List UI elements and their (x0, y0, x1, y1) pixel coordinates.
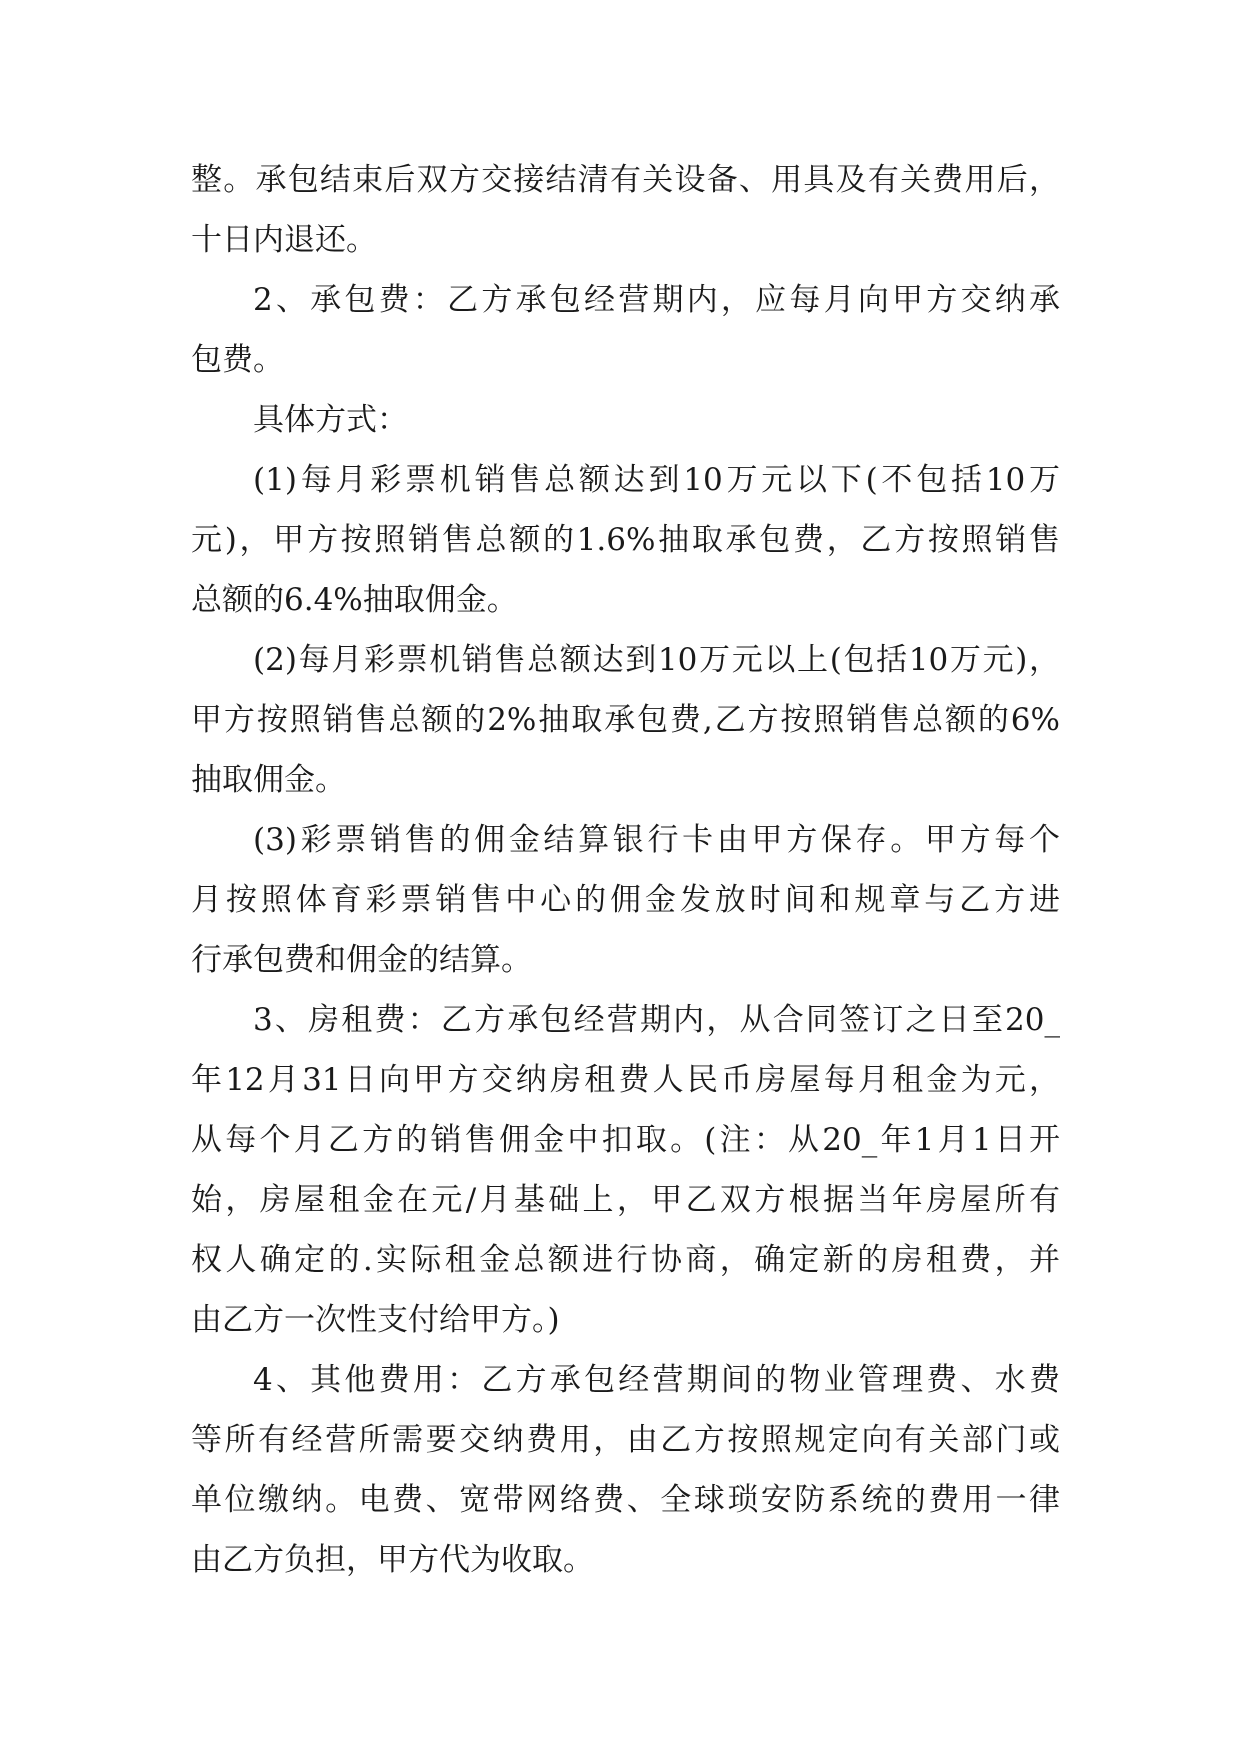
text-line: 行承包费和佣金的结算。 (191, 942, 532, 978)
text-line: 单位缴纳。电费、宽带网络费、全球琐安防系统的费用一律 (191, 1482, 1060, 1518)
text-line: 3、房租费：乙方承包经营期内，从合同签订之日至20_ (253, 1002, 1060, 1038)
text-line: 具体方式： (253, 402, 408, 438)
text-line: 包费。 (191, 342, 284, 378)
text-line: (1)每月彩票机销售总额达到10万元以下(不包括10万 (253, 462, 1060, 498)
text-line: 由乙方一次性支付给甲方。) (191, 1302, 560, 1338)
text-line: 始，房屋租金在元/月基础上，甲乙双方根据当年房屋所有 (191, 1182, 1060, 1218)
text-line: 总额的6.4%抽取佣金。 (191, 582, 518, 618)
text-line: 甲方按照销售总额的2%抽取承包费,乙方按照销售总额的6% (191, 702, 1060, 738)
text-line: 整。承包结束后双方交接结清有关设备、用具及有关费用后， (191, 162, 1060, 198)
text-line: 由乙方负担，甲方代为收取。 (191, 1542, 594, 1578)
text-line: 年12月31日向甲方交纳房租费人民币房屋每月租金为元， (191, 1062, 1060, 1098)
text-line: (3)彩票销售的佣金结算银行卡由甲方保存。甲方每个 (253, 822, 1060, 858)
document-body (191, 150, 1060, 1590)
text-line: (2)每月彩票机销售总额达到10万元以上(包括10万元)， (253, 642, 1060, 678)
text-line: 十日内退还。 (191, 222, 377, 258)
text-line: 元)，甲方按照销售总额的1.6%抽取承包费，乙方按照销售 (191, 522, 1060, 558)
text-line: 等所有经营所需要交纳费用，由乙方按照规定向有关部门或 (191, 1422, 1060, 1458)
text-line: 2、承包费：乙方承包经营期内，应每月向甲方交纳承 (253, 282, 1060, 318)
text-line: 权人确定的.实际租金总额进行协商，确定新的房租费，并 (191, 1242, 1060, 1278)
text-line: 抽取佣金。 (191, 762, 346, 798)
text-line: 从每个月乙方的销售佣金中扣取。(注：从20_年1月1日开 (191, 1122, 1060, 1158)
text-line: 月按照体育彩票销售中心的佣金发放时间和规章与乙方进 (191, 882, 1060, 918)
text-line: 4、其他费用：乙方承包经营期间的物业管理费、水费 (253, 1362, 1060, 1398)
